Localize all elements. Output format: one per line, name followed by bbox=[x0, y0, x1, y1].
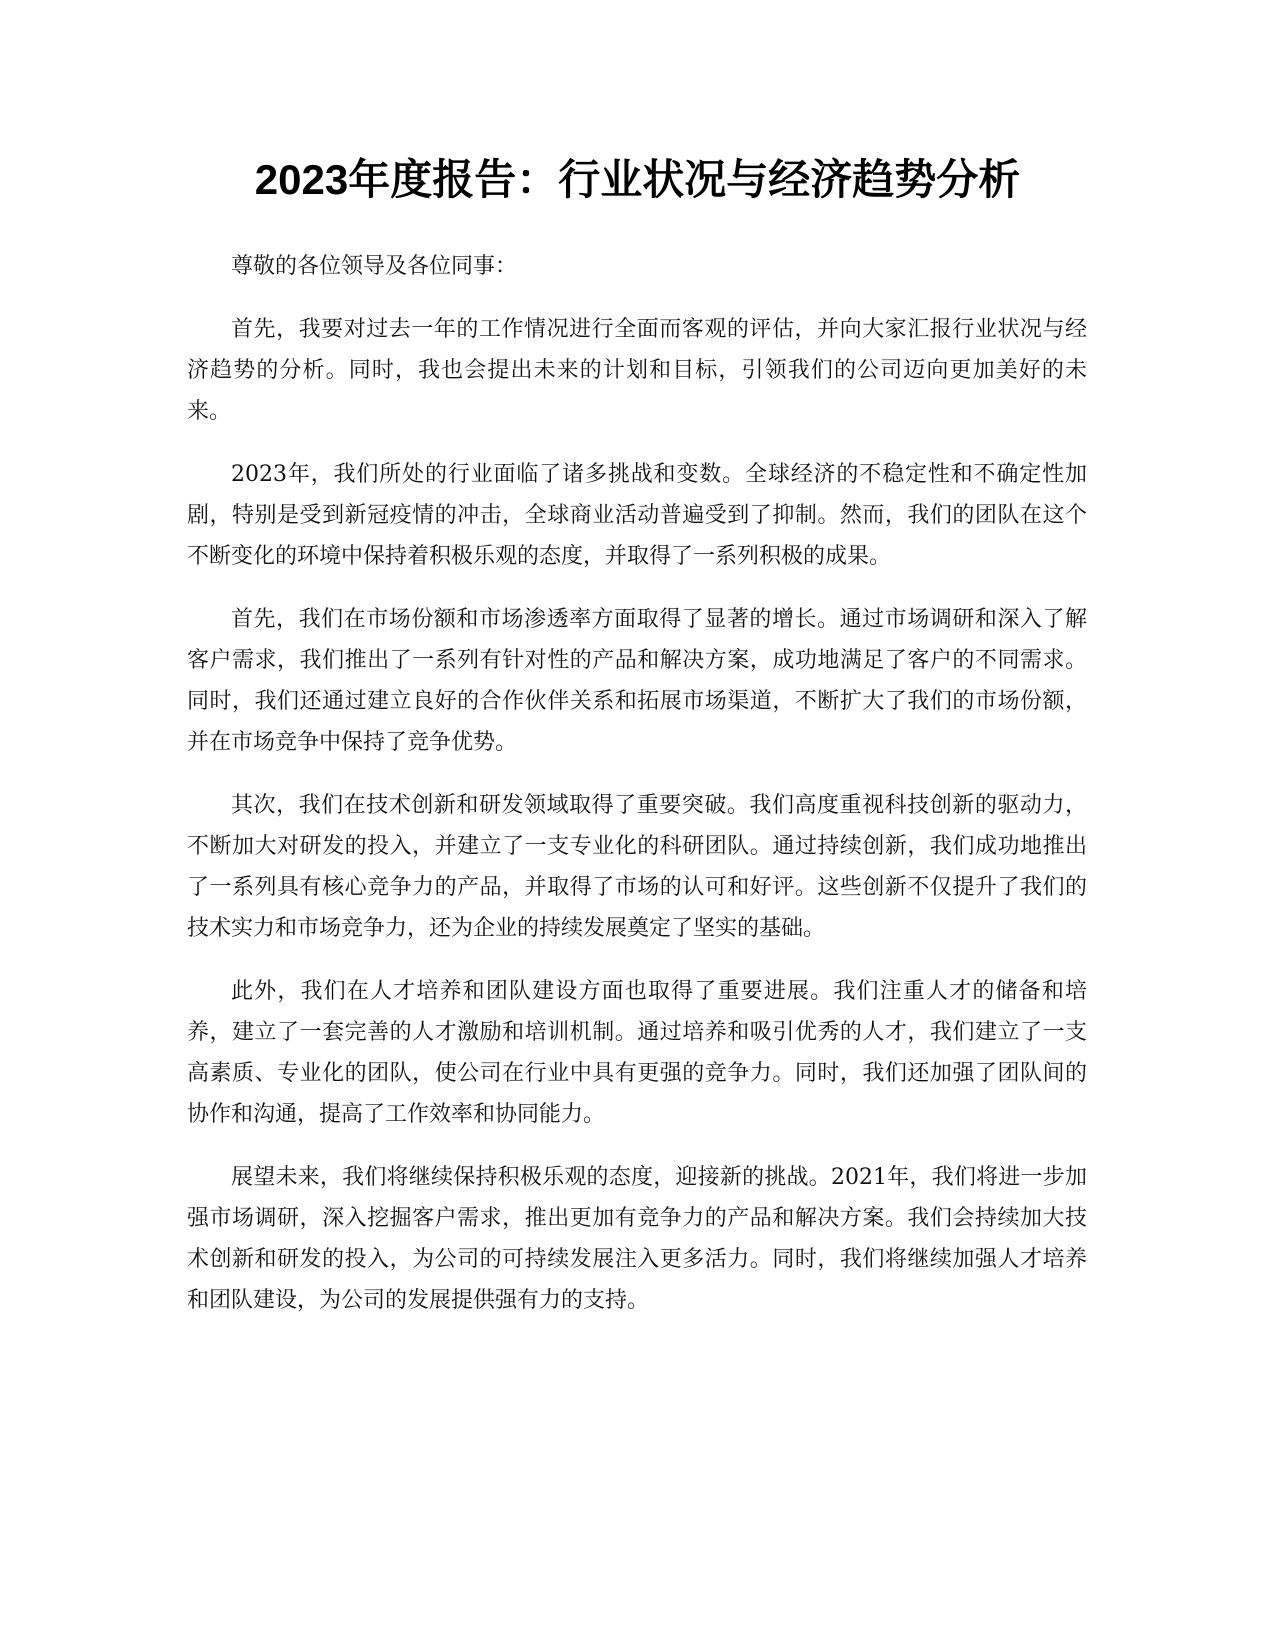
paragraph-outlook: 展望未来，我们将继续保持积极乐观的态度，迎接新的挑战。2021年，我们将进一步加强市场调研，深入挖掘客户需求，推出更加有竞争力的产品和解决方案。我们会持续加大技术创新和研发的投入，为公司的可持续发展注入更多活力。同时，我们将继续加强人才培养和团队建设，为公司的发展提供强有力的支持。 bbox=[187, 1165, 1087, 1313]
document-title: 2023年度报告：行业状况与经济趋势分析 bbox=[254, 156, 1021, 203]
paragraph-industry-challenges: 2023年，我们所处的行业面临了诸多挑战和变数。全球经济的不稳定性和不确定性加剧，特别是受到新冠疫情的冲击，全球商业活动普遍受到了抑制。然而，我们的团队在这个不断变化的环境中保持着积极乐观的态度，并取得了一系列积极的成果。 bbox=[187, 462, 1087, 569]
paragraph-market-growth: 首先，我们在市场份额和市场渗透率方面取得了显著的增长。通过市场调研和深入了解客户需求，我们推出了一系列有针对性的产品和解决方案，成功地满足了客户的不同需求。同时，我们还通过建立良好的合作伙伴关系和拓展市场渠道，不断扩大了我们的市场份额，并在市场竞争中保持了竞争优势。 bbox=[187, 607, 1087, 755]
paragraph-talent-team: 此外，我们在人才培养和团队建设方面也取得了重要进展。我们注重人才的储备和培养，建立了一套完善的人才激励和培训机制。通过培养和吸引优秀的人才，我们建立了一支高素质、专业化的团队，使公司在行业中具有更强的竞争力。同时，我们还加强了团队间的协作和沟通，提高了工作效率和协同能力。 bbox=[187, 979, 1087, 1127]
salutation: 尊敬的各位领导及各位同事： bbox=[231, 254, 518, 279]
document-body bbox=[187, 246, 1087, 1343]
paragraph-intro: 首先，我要对过去一年的工作情况进行全面而客观的评估，并向大家汇报行业状况与经济趋势的分析。同时，我也会提出未来的计划和目标，引领我们的公司迈向更加美好的未来。 bbox=[187, 317, 1087, 424]
paragraph-tech-innovation: 其次，我们在技术创新和研发领域取得了重要突破。我们高度重视科技创新的驱动力，不断加大对研发的投入，并建立了一支专业化的科研团队。通过持续创新，我们成功地推出了一系列具有核心竞争力的产品，并取得了市场的认可和好评。这些创新不仅提升了我们的技术实力和市场竞争力，还为企业的持续发展奠定了坚实的基础。 bbox=[187, 793, 1087, 941]
